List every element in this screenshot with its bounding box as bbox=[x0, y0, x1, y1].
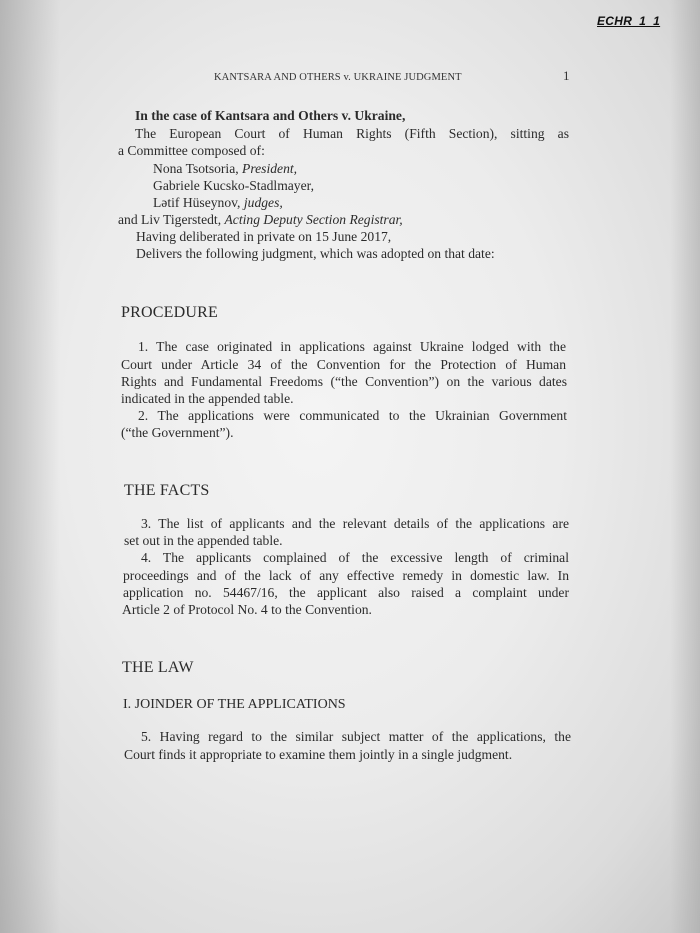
law-heading: THE LAW bbox=[122, 659, 194, 676]
para-1-line-3: Rights and Fundamental Freedoms (“the Convention”) on the various dates bbox=[121, 374, 567, 389]
deliberated-line: Having deliberated in private on 15 June 2017, bbox=[136, 229, 392, 244]
facts-heading: THE FACTS bbox=[124, 482, 210, 499]
para-3-line-1: 3. The list of applicants and the relevant details of the applications are bbox=[141, 516, 569, 531]
delivers-line: Delivers the following judgment, which was adopted on that date: bbox=[136, 246, 495, 261]
judge-2-name: Gabriele Kucsko-Stadlmayer, bbox=[153, 178, 315, 193]
para-2-line-1: 2. The applications were communicated to the Ukrainian Government bbox=[138, 408, 567, 423]
judge-1-role: President, bbox=[242, 161, 298, 176]
judge-3 bbox=[153, 194, 283, 212]
para-4-line-1: 4. The applicants complained of the excessive length of criminal bbox=[141, 550, 569, 565]
joinder-subheading: I. JOINDER OF THE APPLICATIONS bbox=[123, 697, 346, 712]
judge-2 bbox=[153, 177, 314, 195]
procedure-heading: PROCEDURE bbox=[121, 304, 218, 321]
registrar bbox=[118, 211, 403, 229]
para-5-line-2: Court finds it appropriate to examine them jointly in a single judgment. bbox=[124, 747, 513, 762]
judge-3-role: judges, bbox=[243, 195, 283, 210]
judge-1-name: Nona Tsotsoria, bbox=[153, 161, 239, 176]
document-stamp: ECHR_1_1 bbox=[597, 14, 661, 28]
registrar-name: and Liv Tigerstedt, bbox=[118, 212, 222, 227]
judge-1 bbox=[153, 160, 297, 178]
page-shadow-left bbox=[0, 0, 60, 933]
running-head: KANTSARA AND OTHERS v. UKRAINE JUDGMENT bbox=[214, 72, 462, 83]
para-3-line-2: set out in the appended table. bbox=[124, 533, 283, 548]
page-number: 1 bbox=[563, 68, 570, 83]
page-shadow-right bbox=[670, 0, 700, 933]
court-line-1: The European Court of Human Rights (Fifth Section), sitting as bbox=[135, 126, 569, 141]
para-1-line-4: indicated in the appended table. bbox=[121, 391, 294, 406]
para-4-line-3: application no. 54467/16, the applicant also raised a complaint under bbox=[123, 585, 569, 600]
judge-3-name: Lətif Hüseynov, bbox=[153, 195, 241, 210]
para-1-line-2: Court under Article 34 of the Convention for the Protection of Human bbox=[121, 357, 566, 372]
court-line-2: a Committee composed of: bbox=[118, 143, 265, 158]
registrar-role: Acting Deputy Section Registrar, bbox=[224, 212, 403, 227]
para-1-line-1: 1. The case originated in applications against Ukraine lodged with the bbox=[138, 339, 566, 354]
para-4-line-4: Article 2 of Protocol No. 4 to the Convention. bbox=[122, 602, 372, 617]
case-title-line: In the case of Kantsara and Others v. Ukraine, bbox=[135, 108, 406, 123]
para-4-line-2: proceedings and of the lack of any effective remedy in domestic law. In bbox=[123, 568, 569, 583]
para-2-line-2: (“the Government”). bbox=[121, 425, 234, 440]
para-5-line-1: 5. Having regard to the similar subject matter of the applications, the bbox=[141, 729, 571, 744]
